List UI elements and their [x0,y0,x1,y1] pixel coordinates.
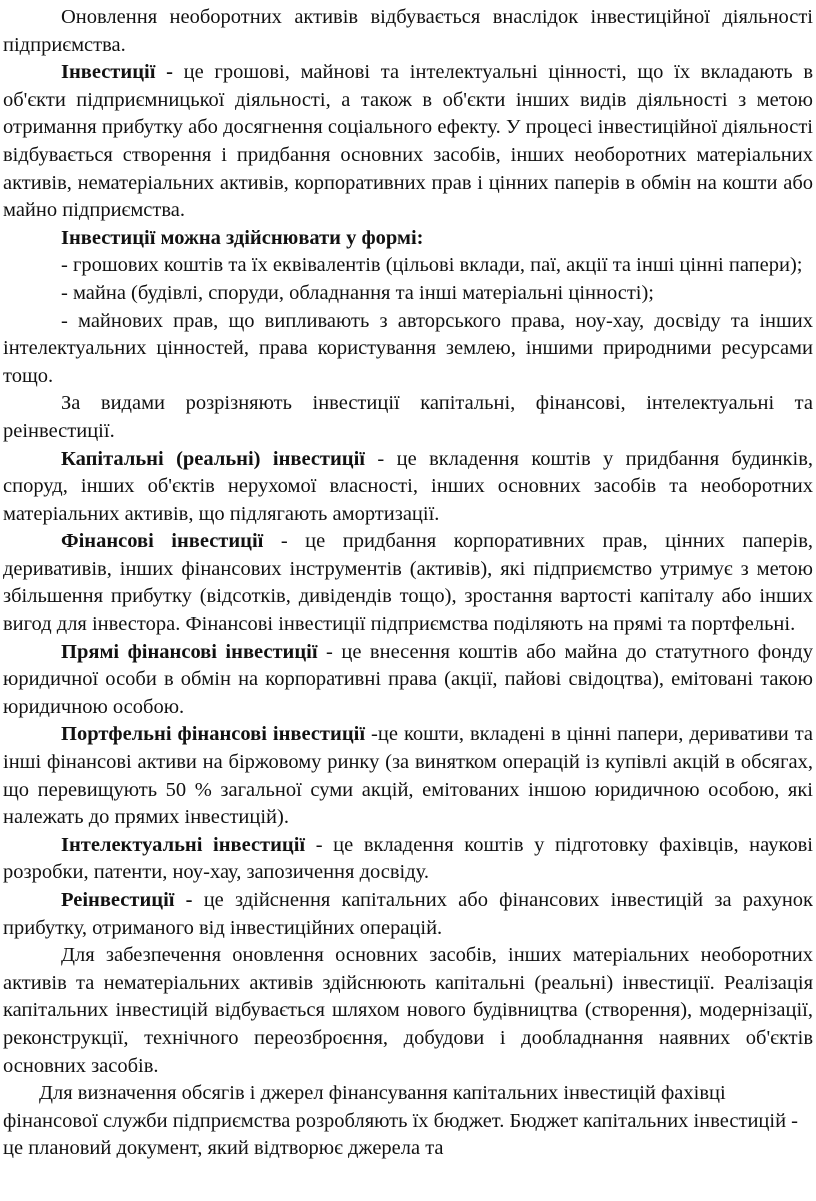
list-item-cash: - грошових коштів та їх еквівалентів (цільові вклади, паї, акції та інші цінні папери); [61,254,803,277]
paragraph-direct-investments [3,639,813,722]
term-reinvestments: Реінвестиції - [61,889,193,911]
paragraph-portfolio-investments [3,721,813,831]
paragraph-investments-definition [3,59,813,225]
paragraph-renewal-capital-investments: Для забезпечення оновлення основних засобів, інших матеріальних необоротних активів та нематеріальних активів здійснюють капітальні (реальні) інвестиції. Реалізація капітальних інвестицій відбувається шляхом нового будівництва (створення), модернізації, реконструкції, технічного переозброєння, добудови і дообладнання наявних об'єктів основних засобів. [3,944,813,1077]
list-item-property: - майна (будівлі, споруди, обладнання та інші матеріальні цінності); [61,281,654,304]
term-intellectual-investments: Інтелектуальні інвестиції [61,833,306,856]
paragraph-capital-investments [3,446,813,529]
term-capital-investments: Капітальні (реальні) інвестиції [61,447,366,470]
forms-heading-text: Інвестиції можна здійснювати у формі: [61,226,424,249]
term-financial-investments: Фінансові інвестиції [61,530,264,553]
term-direct-investments: Прямі фінансові інвестиції [61,640,318,663]
forms-heading [3,225,813,253]
definition-portfolio-investments: -це кошти, вкладені в цінні папери, деривативи та інші фінансові активи на біржовому ринку (за винятком операцій із купівлі акцій в обсягах, що перевищують 50 % загальної суми акцій, емітованих іншою юридичною особою, які належать до прямих інвестицій). [3,723,813,829]
term-portfolio-investments: Портфельні фінансові інвестиції [61,723,366,746]
paragraph-financial-investments [3,528,813,638]
definition-intellectual-investments: - це вкладення коштів у підготовку фахівців, наукові розробки, патенти, ноу-хау, запозичення досвіду. [3,833,813,884]
definition-reinvestments: це здійснення капітальних або фінансових інвестицій за рахунок прибутку, отриманого від інвестиційних операцій. [3,889,813,939]
paragraph-asset-renewal: Оновлення необоротних активів відбувається внаслідок інвестиційної діяльності підприємства. [3,6,813,56]
list-item-property-rights: - майнових прав, що випливають з авторського права, ноу-хау, досвіду та інших інтелектуальних цінностей, права користування землею, іншими природними ресурсами тощо. [3,309,813,387]
paragraph-investment-types: За видами розрізняють інвестиції капітальні, фінансові, інтелектуальні та реінвестиції. [3,392,813,442]
definition-financial-investments: - це придбання корпоративних прав, цінних паперів, деривативів, інших фінансових інструментів (активів), які підприємство утримує з метою збільшення прибутку (відсотків, дивідендів тощо), зростання вартості капіталу або інших вигод для інвестора. Фінансові інвестиції підприємства поділяють на прямі та портфельні. [3,530,813,636]
definition-direct-investments: - це внесення коштів або майна до статутного фонду юридичної особи в обмін на корпоративні права (акції, пайові свідоцтва), емітовані такою юридичною особою. [3,640,813,718]
paragraph-intellectual-investments [3,832,813,887]
definition-capital-investments: - це вкладення коштів у придбання будинків, споруд, інших об'єктів нерухомої власності, інших основних засобів та необоротних матеріальних активів, що підлягають амортизації. [3,447,814,525]
paragraph-capital-budget: Для визначення обсягів і джерел фінансування капітальних інвестицій фахівці фінансової служби підприємства розробляють їх бюджет. Бюджет капітальних інвестицій - це плановий документ, який відтворює джерела та [3,1082,799,1160]
paragraph-reinvestments [3,887,813,942]
definition-investments: це грошові, майнові та інтелектуальні цінності, що їх вкладають в об'єкти підприємницької діяльності, а також в об'єкти інших видів діяльності з метою отримання прибутку або досягнення соціального ефекту. У процесі інвестиційної діяльності відбувається створення і придбання основних засобів, інших необоротних матеріальних активів, нематеріальних активів, корпоративних прав і цінних паперів в обмін на кошти або майно підприємства. [3,61,814,222]
term-investments: Інвестиції - [61,61,173,84]
